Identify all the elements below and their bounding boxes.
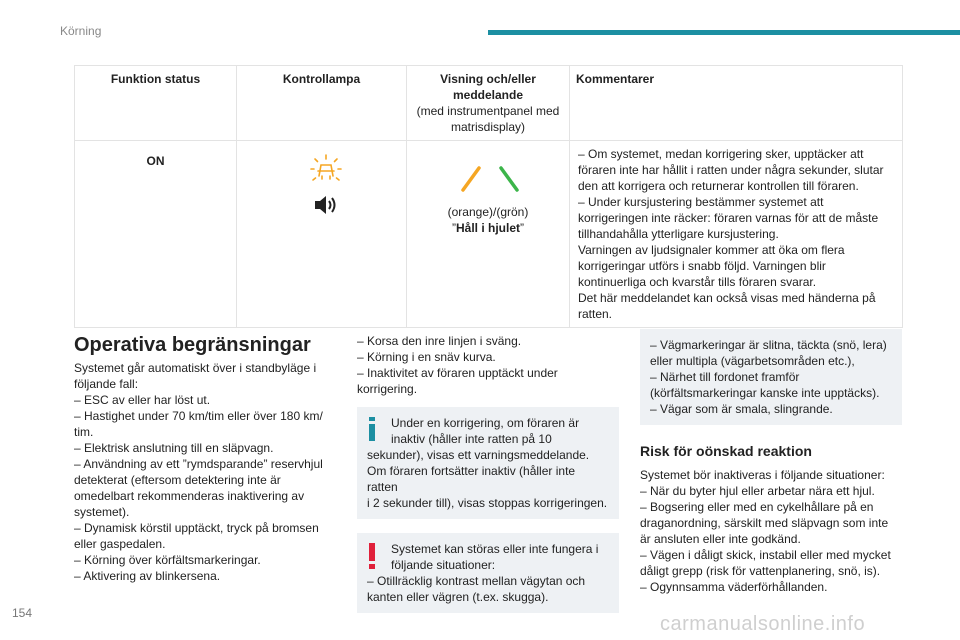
comment-line: tillhandahålla ytterligare kursjustering. (578, 227, 779, 241)
paragraph-line: omedelbart rekommenderas inaktivering av (74, 489, 305, 503)
info-icon (369, 417, 375, 441)
note-line: eller multipla (vägarbetsområden etc.), (650, 354, 855, 368)
paragraph-line: – ESC av eller har löst ut. (74, 393, 211, 407)
left-text-column (74, 360, 336, 584)
paragraph-line: – Användning av ett ”rymdsparande” reservhjul (74, 457, 323, 471)
paragraph-line: Systemet bör inaktiveras i följande situationer: (640, 468, 885, 482)
header-display-message (407, 66, 570, 141)
paragraph-line: – Hastighet under 70 km/tim eller över 180 km/ (74, 409, 323, 423)
info-note-line: i 2 sekunder till), visas stoppas korrigeringen. (367, 496, 608, 510)
paragraph-line: – Körning i en snäv kurva. (357, 350, 496, 364)
paragraph-line: systemet). (74, 505, 130, 519)
warning-note-line: – Otillräcklig kontrast mellan vägytan och (367, 574, 586, 588)
message-close-quote: ” (520, 221, 524, 235)
warning-note-box (357, 533, 619, 613)
indicator-cell (237, 141, 407, 328)
page-number: 154 (12, 606, 33, 620)
comment-line: Det här meddelandet kan också visas med händerna på (578, 291, 876, 305)
paragraph-line: tim. (74, 425, 94, 439)
info-note-box (357, 407, 619, 519)
comment-line: ratten. (578, 307, 613, 321)
comment-line: föraren inte har hållit i ratten under några sekunder, slutar (578, 163, 884, 177)
middle-text-column (357, 333, 619, 613)
header-accent-bar (488, 30, 960, 35)
warning-note-line: Systemet kan störas eller inte fungera i (391, 542, 599, 556)
info-note-line: inaktiv (håller inte ratten på 10 (391, 432, 552, 446)
comment-line: korrigeringen inte räcker: föraren varnas för att de måste (578, 211, 879, 225)
comment-line: – Om systemet, medan korrigering sker, upptäcker att (578, 147, 864, 161)
right-text-column (640, 329, 902, 595)
note-line: – Närhet till fordonet framför (650, 370, 800, 384)
header-display-line-1: Visning och/eller (440, 72, 536, 86)
section-heading-operative-limits: Operativa begränsningar (74, 334, 311, 356)
function-status-table (74, 65, 903, 328)
header-comments: Kommentarer (570, 66, 903, 141)
paragraph-line: – Aktivering av blinkersena. (74, 569, 221, 583)
table-header-row (75, 66, 903, 141)
lane-assist-warning-icon (309, 152, 343, 186)
section-heading-unwanted-reaction: Risk för oönskad reaktion (640, 443, 812, 459)
paragraph-line: detekterat (eftersom detektering inte är (74, 473, 281, 487)
section-label: Körning (60, 24, 102, 38)
header-indicator-lamp: Kontrollampa (237, 66, 407, 141)
warning-note-line: kanten eller vägren (t.ex. skugga). (367, 590, 549, 604)
paragraph-line: eller gaspedalen. (74, 537, 166, 551)
paragraph-line: – Bogsering eller med en cykelhållare på en (640, 500, 874, 514)
message-open-quote: ” (451, 221, 456, 235)
paragraph-line: – När du byter hjul eller arbetar nära ett hjul. (640, 484, 875, 498)
note-line: (körfältsmarkeringar kanske inte upptäcks). (650, 386, 880, 400)
header-display-line-4: matrisdisplay) (450, 120, 525, 134)
paragraph-line: – Körning över körfältsmarkeringar. (74, 553, 261, 567)
comment-line: korrigeringar utförs i snabb följd. Varningen blir (578, 259, 826, 273)
paragraph-line: – Korsa den inre linjen i sväng. (357, 334, 522, 348)
paragraph-line: – Inaktivitet av föraren upptäckt under (357, 366, 558, 380)
info-note-line: sekunder), visas ett varningsmeddelande. (367, 448, 590, 462)
warning-note-line: följande situationer: (391, 558, 496, 572)
info-note-line: Under en korrigering, om föraren är (391, 416, 580, 430)
status-value: ON (75, 141, 237, 328)
comment-line: – Under kursjustering bestämmer systemet att (578, 195, 824, 209)
paragraph-line: följande fall: (74, 377, 139, 391)
paragraph-line: – Vägen i dåligt skick, instabil eller med mycket (640, 548, 891, 562)
header-display-line-2: meddelande (452, 88, 524, 102)
paragraph-line: draganordning, särskilt med släpvagn som inte (640, 516, 889, 530)
lane-lines-icon (457, 160, 529, 196)
note-line: – Vägar som är smala, slingrande. (650, 402, 833, 416)
paragraph-line: – Ogynnsamma väderförhållanden. (640, 580, 828, 594)
watermark: carmanualsonline.info (660, 613, 866, 635)
paragraph-line: Systemet går automatiskt över i standbyläge i (74, 361, 317, 375)
header-display-line-3: (med instrumentpanel med (416, 104, 560, 118)
table-row (75, 141, 903, 328)
header-function-status: Funktion status (75, 66, 237, 141)
comment-line: Varningen av ljudsignaler kommer att öka om flera (578, 243, 845, 257)
paragraph-line: är ansluten eller inte godkänd. (640, 532, 801, 546)
comment-cell (570, 141, 903, 328)
colors-text: (orange)/(grön) (447, 205, 529, 219)
paragraph-line: korrigering. (357, 382, 418, 396)
comment-line: den att korrigera och returnerar kontrollen till föraren. (578, 179, 859, 193)
paragraph-line: – Dynamisk körstil upptäckt, tryck på bromsen (74, 521, 319, 535)
comment-line: kontinuerliga och kvarstår tills föraren svarar. (578, 275, 817, 289)
warning-message: Håll i hjulet (455, 221, 520, 235)
display-cell (407, 141, 570, 328)
continued-note-box (640, 329, 902, 425)
exclamation-icon (369, 543, 375, 569)
note-line: – Vägmarkeringar är slitna, täckta (snö, lera) (650, 338, 887, 352)
speaker-icon (313, 194, 339, 216)
paragraph-line: dåligt grepp (risk för vattenplanering, snö, is). (640, 564, 881, 578)
info-note-line: Om föraren fortsätter inaktiv (håller inte ratten (367, 464, 576, 494)
paragraph-line: – Elektrisk anslutning till en släpvagn. (74, 441, 274, 455)
